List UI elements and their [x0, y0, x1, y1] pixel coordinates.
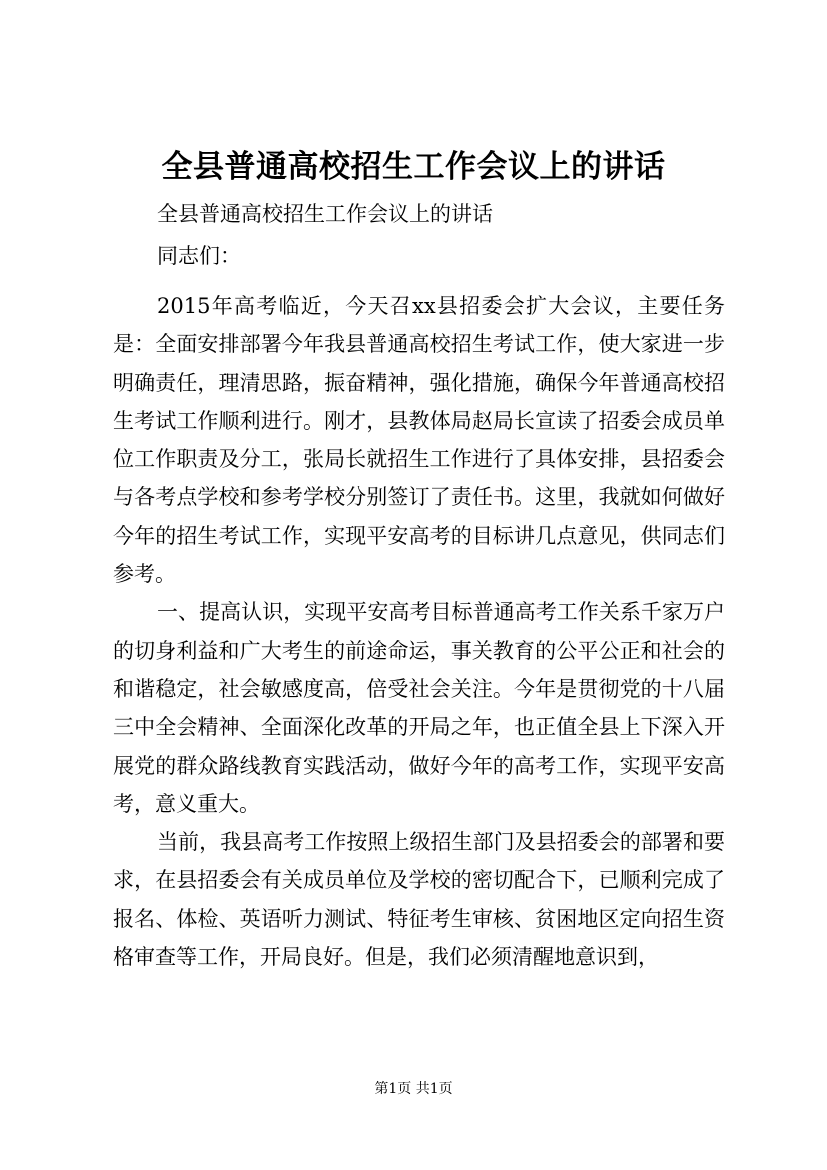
document-body — [113, 287, 725, 976]
paragraph-3: 当前，我县高考工作按照上级招生部门及县招委会的部署和要求，在县招委会有关成员单位及学校的密切配合下，已顺利完成了报名、体检、英语听力测试、特征考生审核、贫困地区定向招生资格审查等工作，开局良好。但是，我们必须清醒地意识到， — [113, 830, 725, 970]
paragraph-1: 2015年高考临近，今天召xx县招委会扩大会议，主要任务是：全面安排部署今年我县普通高校招生考试工作，使大家进一步明确责任，理清思路，振奋精神，强化措施，确保今年普通高校招生考试工作顺利进行。刚才，县教体局赵局长宣读了招委会成员单位工作职责及分工，张局长就招生工作进行了具体安排，县招委会与各考点学校和参考学校分别签订了责任书。这里，我就如何做好今年的招生考试工作，实现平安高考的目标讲几点意见，供同志们参考。 — [113, 294, 725, 587]
page-footer: 第1页 共1页 — [374, 1081, 453, 1097]
document-title: 全县普通高校招生工作会议上的讲话 — [161, 149, 666, 185]
salutation: 同志们： — [157, 244, 241, 268]
paragraph-2: 一、提高认识，实现平安高考目标普通高考工作关系千家万户的切身利益和广大考生的前途命运，事关教育的公平公正和社会的和谐稳定，社会敏感度高，倍受社会关注。今年是贯彻党的十八届三中全会精神、全面深化改革的开局之年，也正值全县上下深入开展党的群众路线教育实践活动，做好今年的高考工作，实现平安高考，意义重大。 — [113, 600, 725, 816]
document-subtitle: 全县普通高校招生工作会议上的讲话 — [157, 202, 493, 226]
